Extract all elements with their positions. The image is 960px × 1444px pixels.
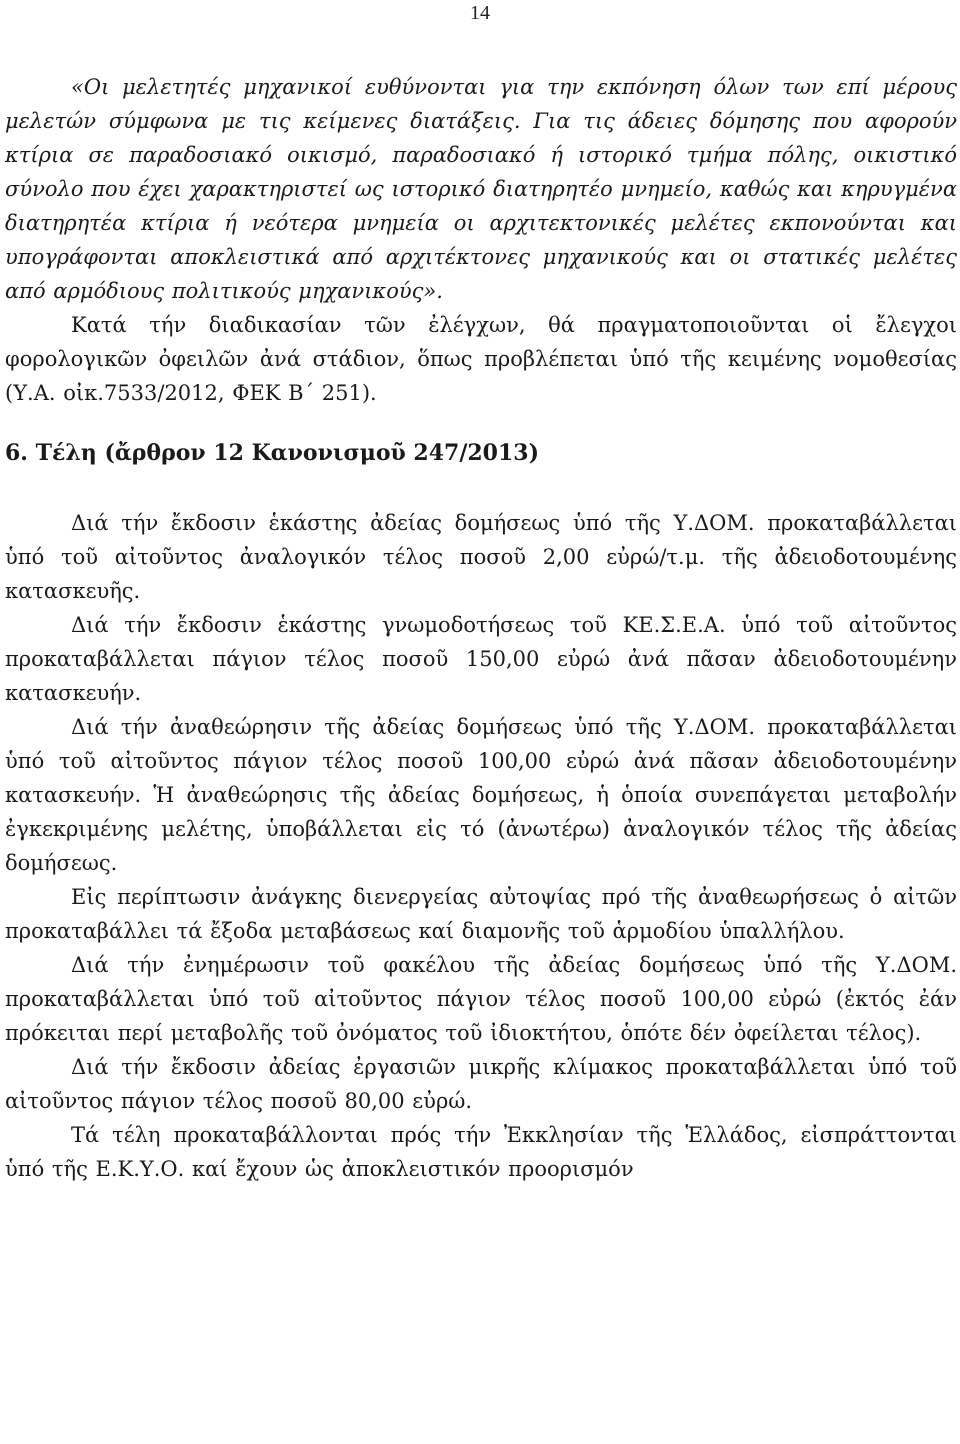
page-body <box>5 70 957 1186</box>
control-paragraph: Κατά τήν διαδικασίαν τῶν ἐλέγχων, θά πραγματοποιοῦνται οἱ ἔλεγχοι φορολογικῶν ὀφειλῶν ἀνά στάδιον, ὅπως προβλέπεται ὑπό τῆς κειμένης νομοθεσίας (Υ.Α. οἰκ.7533/2012, ΦΕΚ Β΄ 251). <box>5 313 957 405</box>
fee-paragraph: Διά τήν ἐνημέρωσιν τοῦ φακέλου τῆς ἀδείας δομήσεως ὑπό τῆς Υ.ΔΟΜ. προκαταβάλλεται ὑπό τοῦ αἰτοῦντος πάγιον τέλος ποσοῦ 100,00 εὐρώ (ἐκτός ἐάν πρόκειται περί μεταβολῆς τοῦ ὀνόματος τοῦ ἰδιοκτήτου, ὁπότε δέν ὀφείλεται τέλος). <box>5 953 957 1045</box>
fee-paragraph: Τά τέλη προκαταβάλλονται πρός τήν Ἐκκλησίαν τῆς Ἑλλάδος, εἰσπράττονται ὑπό τῆς Ε.Κ.Υ.Ο. καί ἔχουν ὡς ἀποκλειστικόν προορισμόν <box>5 1123 957 1181</box>
fee-paragraph: Εἰς περίπτωσιν ἀνάγκης διενεργείας αὐτοψίας πρό τῆς ἀναθεωρήσεως ὁ αἰτῶν προκαταβάλλει τά ἔξοδα μεταβάσεως καί διαμονῆς τοῦ ἁρμοδίου ὑπαλλήλου. <box>5 885 957 943</box>
fee-paragraph: Διά τήν ἔκδοσιν ἑκάστης γνωμοδοτήσεως τοῦ ΚΕ.Σ.Ε.Α. ὑπό τοῦ αἰτοῦντος προκαταβάλλεται πάγιον τέλος ποσοῦ 150,00 εὐρώ ἀνά πᾶσαν ἀδειοδοτουμένην κατασκευήν. <box>5 613 957 705</box>
fee-paragraph: Διά τήν ἀναθεώρησιν τῆς ἀδείας δομήσεως ὑπό τῆς Υ.ΔΟΜ. προκαταβάλλεται ὑπό τοῦ αἰτοῦντος πάγιον τέλος ποσοῦ 100,00 εὐρώ ἀνά πᾶσαν ἀδειοδοτουμένην κατασκευήν. Ἡ ἀναθεώρησις τῆς ἀδείας δομήσεως, ἡ ὁποία συνεπάγεται μεταβολήν ἐγκεκριμένης μελέτης, ὑποβάλλεται εἰς τό (ἀνωτέρω) ἀναλογικόν τέλος τῆς ἀδείας δομήσεως. <box>5 715 957 875</box>
section-heading: 6. Τέλη (ἄρθρον 12 Κανονισμοῦ 247/2013) <box>5 440 540 466</box>
quote-paragraph: «Οι μελετητές μηχανικοί ευθύνονται για την εκπόνηση όλων των επί μέρους μελετών σύμφωνα με τις κείμενες διατάξεις. Για τις άδειες δόμησης που αφορούν κτίρια σε παραδοσιακό οικισμό, παραδοσιακό ή ιστορικό τμήμα πόλης, οικιστικό σύνολο που έχει χαρακτηριστεί ως ιστορικό διατηρητέο μνημείο, καθώς και κηρυγμένα διατηρητέα κτίρια ή νεότερα μνημεία οι αρχιτεκτονικές μελέτες εκπονούνται και υπογράφονται αποκλειστικά από αρχιτέκτονες μηχανικούς και οι στατικές μελέτες από αρμόδιους πολιτικούς μηχανικούς». <box>5 75 957 303</box>
fee-paragraph: Διά τήν ἔκδοσιν ἑκάστης ἀδείας δομήσεως ὑπό τῆς Υ.ΔΟΜ. προκαταβάλλεται ὑπό τοῦ αἰτοῦντος ἀναλογικόν τέλος ποσοῦ 2,00 εὐρώ/τ.μ. τῆς ἀδειοδοτουμένης κατασκευῆς. <box>5 511 957 603</box>
fee-paragraph: Διά τήν ἔκδοσιν ἀδείας ἐργασιῶν μικρῆς κλίμακος προκαταβάλλεται ὑπό τοῦ αἰτοῦντος πάγιον τέλος ποσοῦ 80,00 εὐρώ. <box>5 1055 957 1113</box>
page-number: 14 <box>470 2 490 24</box>
